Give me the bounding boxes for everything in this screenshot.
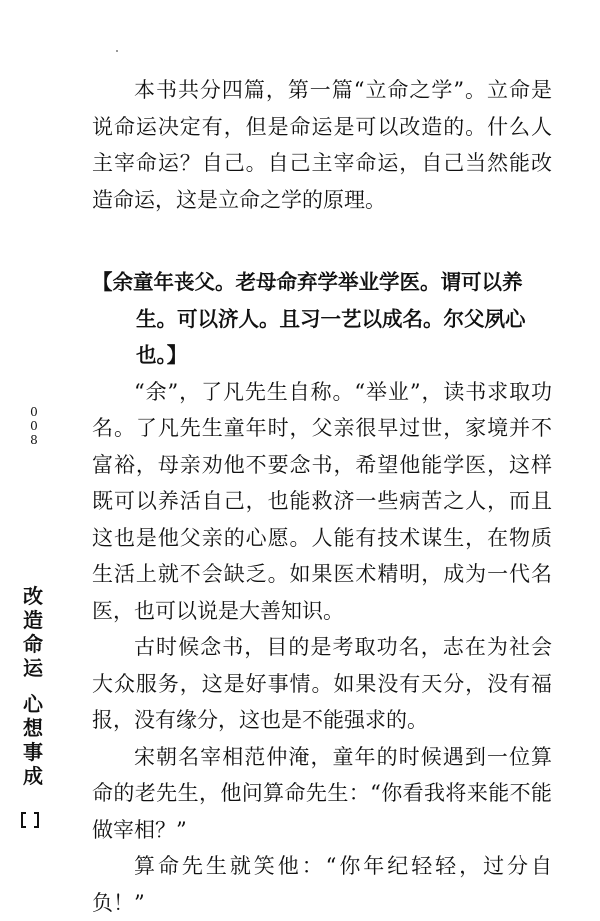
page-number-digit: 0 — [30, 419, 38, 433]
commentary-paragraph-4: 算命先生就笑他：“你年纪轻轻，过分自负！” — [92, 854, 552, 915]
section-gap — [92, 218, 552, 264]
title-char: 命 — [23, 632, 43, 656]
commentary-paragraph-2: 古时候念书，目的是考取功名，志在为社会大众服务，这是好事情。如果没有天分，没有福报，没有缘分，这也是不能强求的。 — [92, 635, 552, 732]
page-number-digit: 0 — [30, 405, 38, 419]
quote-line-2: 生。可以济人。且习一艺以成名。尔父夙心也。】 — [136, 306, 526, 367]
scan-mark — [116, 50, 118, 52]
title-char: 运 — [23, 656, 43, 680]
page-number — [27, 405, 41, 447]
title-char: 造 — [23, 608, 43, 632]
title-char: 心 — [23, 692, 43, 716]
bracket-ornament-icon — [20, 811, 40, 829]
commentary-paragraph-3: 宋朝名宰相范仲淹，童年的时候遇到一位算命的老先生，他问算命先生：“你看我将来能不能做宰相？” — [92, 744, 552, 842]
title-char: 成 — [23, 764, 43, 788]
title-spacer — [22, 680, 44, 692]
title-char: 改 — [23, 584, 43, 608]
main-text — [92, 72, 552, 921]
quote-line-1: 【余童年丧父。老母命弃学举业学医。谓可以养 — [92, 270, 523, 294]
title-char: 事 — [23, 740, 43, 764]
running-title — [22, 584, 44, 788]
commentary-paragraph-1: “余”，了凡先生自称。“举业”，读书求取功名。了凡先生童年时，父亲很早过世，家境并不富裕，母亲劝他不要念书，希望他能学医，这样既可以养活自己，也能救济一些病苦之人，而且这也是他父亲的心愿。人能有技术谋生，在物质生活上就不会缺乏。如果医术精明，成为一代名医，也可以说是大善知识。 — [92, 379, 552, 623]
intro-paragraph: 本书共分四篇，第一篇“立命之学”。立命是说命运决定有，但是命运是可以改造的。什么人主宰命运？自己。自己主宰命运，自己当然能改造命运，这是立命之学的原理。 — [92, 78, 552, 212]
page-number-digit: 8 — [30, 433, 38, 447]
classical-quote — [92, 264, 552, 374]
title-char: 想 — [23, 716, 43, 740]
